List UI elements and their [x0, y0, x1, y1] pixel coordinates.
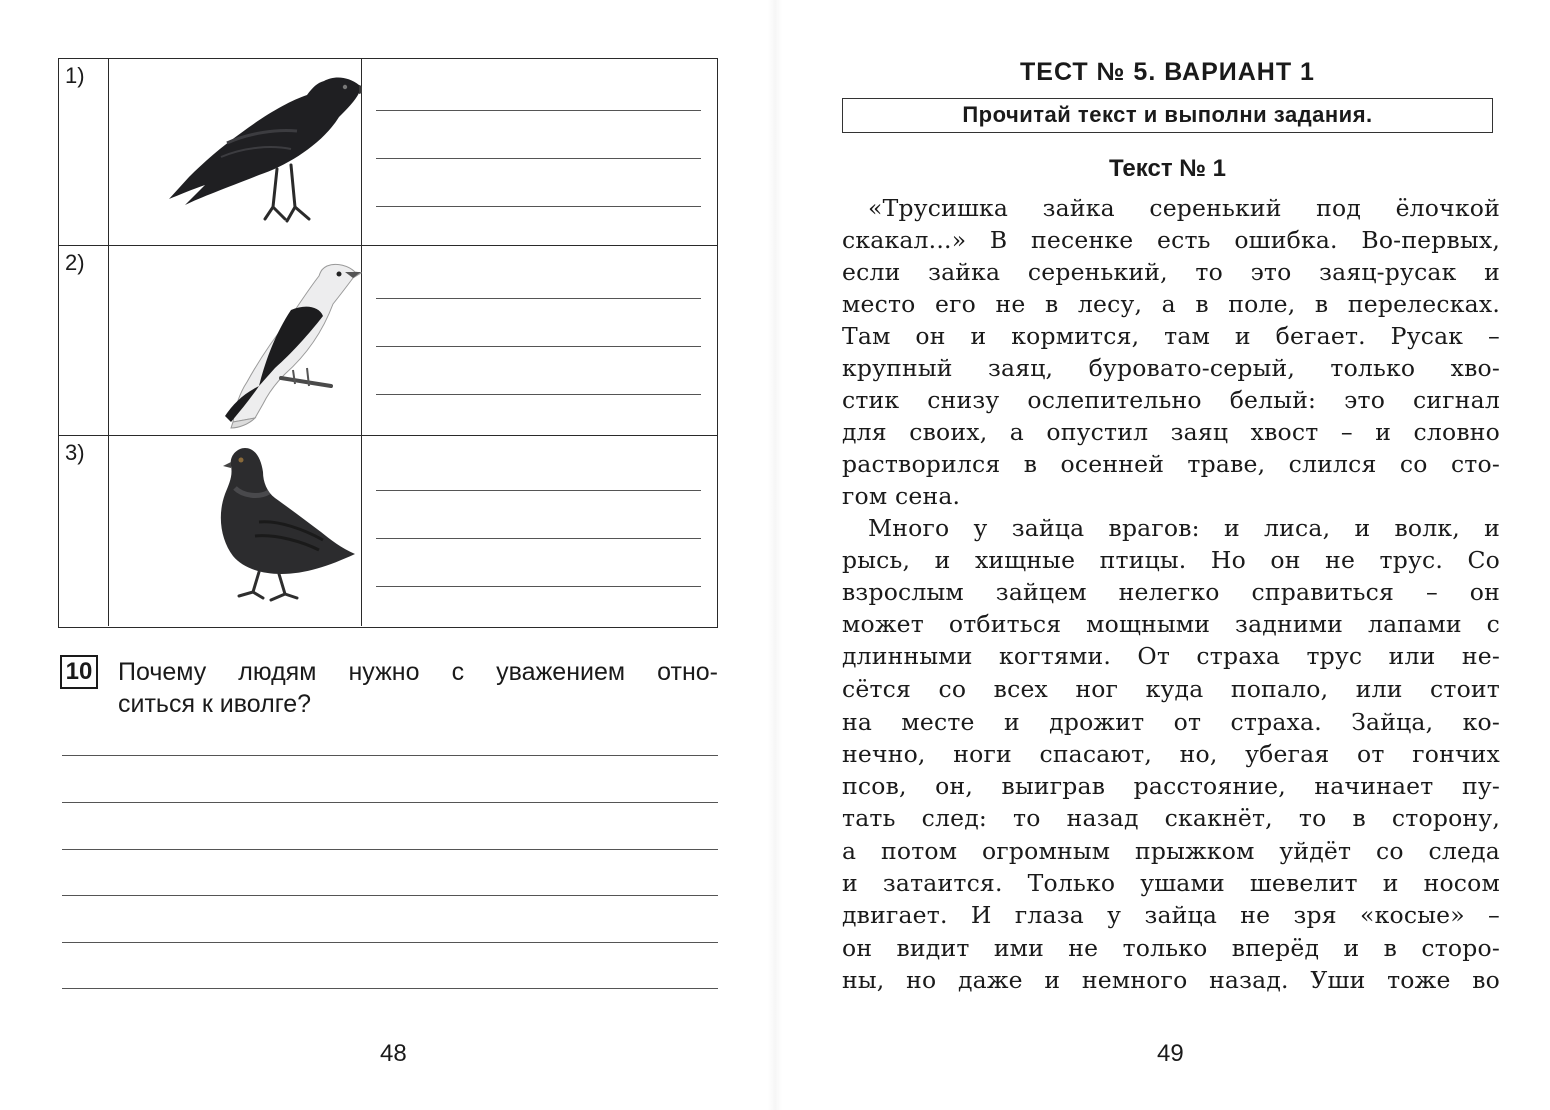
answer-line[interactable]: [62, 849, 718, 850]
text-line: взрослым зайцем нелегко справиться – он: [842, 578, 1500, 606]
text-line: Там он и кормится, там и бегает. Русак –: [842, 322, 1500, 350]
text-line: ны, но даже и немного назад. Уши тоже во: [842, 966, 1500, 994]
answer-lines: [362, 436, 717, 626]
text-line: скакал...» В песенке есть ошибка. Во-первых,: [842, 226, 1500, 254]
write-line[interactable]: [376, 538, 701, 539]
text-line: Много у зайца врагов: и лиса, и волк, и: [868, 514, 1500, 542]
write-line[interactable]: [376, 206, 701, 207]
text-line: нечно, ноги спасают, но, убегая от гончих: [842, 740, 1500, 768]
text-line: тать след: то назад скакнёт, то в сторону,: [842, 804, 1500, 832]
write-line[interactable]: [376, 298, 701, 299]
crow-illustration: [109, 59, 362, 245]
magpie-illustration: [109, 246, 362, 435]
text-line: гом сена.: [842, 482, 961, 510]
page-number: 49: [1157, 1040, 1184, 1067]
text-line: стик снизу ослепительно белый: это сигнал: [842, 386, 1500, 414]
answer-line[interactable]: [62, 802, 718, 803]
answer-line[interactable]: [62, 895, 718, 896]
question-text-line: ситься к иволге?: [118, 690, 312, 718]
test-title: ТЕСТ № 5. ВАРИАНТ 1: [1020, 58, 1315, 86]
write-line[interactable]: [376, 490, 701, 491]
row-number: 3): [59, 436, 109, 626]
write-line[interactable]: [376, 394, 701, 395]
question-text-line: Почему людям нужно с уважением отно-: [118, 658, 718, 686]
magpie-icon: [109, 246, 362, 436]
text-line: сётся со всех ног куда попало, или стоит: [842, 675, 1500, 703]
text-line: псов, он, выиграв расстояние, начинает пу-: [842, 772, 1500, 800]
text-line: крупный заяц, буровато-серый, только хво-: [842, 354, 1500, 382]
write-line[interactable]: [376, 158, 701, 159]
answer-line[interactable]: [62, 942, 718, 943]
answer-line[interactable]: [62, 755, 718, 756]
text-line: и затаится. Только ушами шевелит и носом: [842, 869, 1500, 897]
text-line: он видит ими не только вперёд и в сторо-: [842, 934, 1500, 962]
answer-lines: [362, 59, 717, 245]
row-number: 2): [59, 246, 109, 435]
text-line: растворился в осенней траве, слился со сто-: [842, 450, 1500, 478]
pigeon-illustration: [109, 436, 362, 626]
table-row: [59, 436, 717, 626]
instruction-box: Прочитай текст и выполни задания.: [842, 98, 1493, 133]
text-line: для своих, а опустил заяц хвост – и словно: [842, 418, 1500, 446]
pigeon-icon: [109, 436, 362, 626]
text-heading: Текст № 1: [1108, 155, 1227, 182]
text-line: двигает. И глаза у зайца не зря «косые» –: [842, 901, 1500, 929]
birds-table: [58, 58, 718, 628]
text-line: длинными когтями. От страха трус или не-: [842, 642, 1500, 670]
question-number: 10: [60, 655, 98, 689]
crow-icon: [109, 59, 362, 246]
text-line: если зайка серенький, то это заяц-русак и: [842, 258, 1500, 286]
row-number: 1): [59, 59, 109, 245]
write-line[interactable]: [376, 110, 701, 111]
text-line: а потом огромным прыжком уйдёт со следа: [842, 837, 1500, 865]
table-row: [59, 246, 717, 436]
text-line: «Трусишка зайка серенький под ёлочкой: [868, 194, 1500, 222]
text-line: место его не в лесу, а в поле, в перелесках.: [842, 290, 1500, 318]
write-line[interactable]: [376, 346, 701, 347]
answer-lines: [362, 246, 717, 435]
text-line: может отбиться мощными задними лапами с: [842, 610, 1500, 638]
page-number: 48: [380, 1040, 407, 1067]
write-line[interactable]: [376, 586, 701, 587]
table-row: [59, 59, 717, 246]
text-line: рысь, и хищные птицы. Но он не трус. Со: [842, 546, 1500, 574]
answer-line[interactable]: [62, 988, 718, 989]
text-line: на месте и дрожит от страха. Зайца, ко-: [842, 708, 1500, 736]
